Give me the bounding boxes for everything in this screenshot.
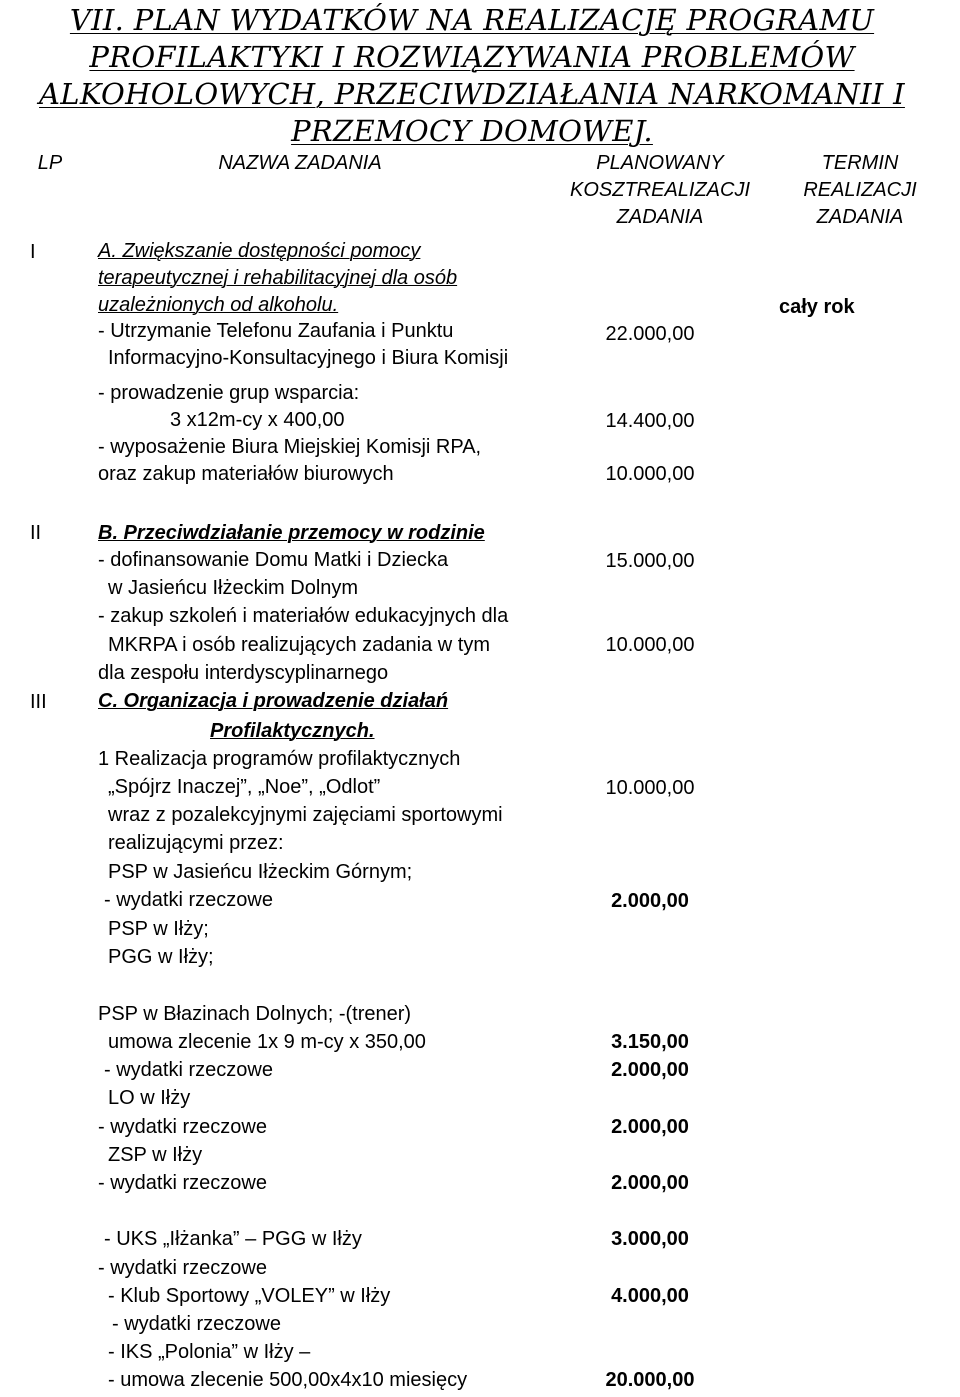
header-lp: LP (37, 152, 63, 174)
header-planned-cost (560, 150, 760, 231)
section-a-amount: 14.400,00 (605, 410, 695, 432)
section-a-item: - Utrzymanie Telefonu Zaufania i Punktu (98, 320, 454, 342)
section-a-item: oraz zakup materiałów biurowych (98, 463, 394, 485)
section-c-item: umowa zlecenie 1x 9 m-cy x 350,00 (108, 1031, 426, 1053)
header-term (780, 150, 940, 231)
section-a-amount: 10.000,00 (605, 463, 695, 485)
title-line-2: PROFILAKTYKI I ROZWIĄZYWANIA PROBLEMÓW (89, 40, 855, 74)
title-line-4: PRZEMOCY DOMOWEJ. (291, 114, 653, 148)
section-c-item: - wydatki rzeczowe (112, 1313, 281, 1335)
section-c-item: - UKS „Iłżanka” – PGG w Iłży (104, 1228, 362, 1250)
section-c-item: - Klub Sportowy „VOLEY” w Iłży (108, 1285, 391, 1307)
section-c-item: - wydatki rzeczowe (98, 1116, 267, 1138)
section-c-amount: 10.000,00 (605, 777, 695, 799)
row-number-1: I (30, 241, 36, 263)
section-c-item: - umowa zlecenie 500,00x4x10 miesięcy (108, 1369, 468, 1391)
section-c-item: PSP w Błazinach Dolnych; -(trener) (98, 1003, 412, 1025)
section-c-item: ZSP w Iłży (108, 1144, 203, 1166)
section-c-item: - wydatki rzeczowe (98, 1257, 267, 1279)
section-a-item: 3 x12m-cy x 400,00 (170, 409, 345, 431)
section-c-item: 1 Realizacja programów profilaktycznych (98, 748, 461, 770)
section-c-amount: 4.000,00 (611, 1285, 689, 1307)
section-b-title: B. Przeciwdziałanie przemocy w rodzinie (98, 522, 485, 544)
section-c-amount: 2.000,00 (611, 890, 689, 912)
section-c-title-line-2: Profilaktycznych. (210, 720, 375, 742)
section-c-amount: 2.000,00 (611, 1059, 689, 1081)
section-b-item: - zakup szkoleń i materiałów edukacyjnych dla (98, 605, 509, 627)
section-a-item: Informacyjno-Konsultacyjnego i Biura Komisji (108, 347, 509, 369)
section-c-item: LO w Iłży (108, 1087, 191, 1109)
row-number-2: II (30, 522, 42, 544)
header-term-line-2: REALIZACJI (803, 179, 917, 201)
header-term-line-1: TERMIN (821, 152, 899, 174)
section-c-item: „Spójrz Inaczej”, „Noe”, „Odlot” (108, 776, 381, 798)
section-b-item: MKRPA i osób realizujących zadania w tym (108, 634, 491, 656)
section-c-item: realizującymi przez: (108, 832, 284, 854)
term-value: cały rok (779, 296, 855, 318)
header-task-name: NAZWA ZADANIA (218, 152, 382, 174)
section-c-amount: 3.150,00 (611, 1031, 689, 1053)
section-b-item: w Jasieńcu Iłżeckim Dolnym (108, 577, 359, 599)
section-c-amount: 20.000,00 (605, 1369, 695, 1391)
section-b-amount: 15.000,00 (605, 550, 695, 572)
section-a-item: - prowadzenie grup wsparcia: (98, 382, 360, 404)
section-c-item: - wydatki rzeczowe (98, 1172, 267, 1194)
section-c-amount: 2.000,00 (611, 1116, 689, 1138)
header-cost-line-1: PLANOWANY (596, 152, 724, 174)
section-a-title-line-1: A. Zwiększanie dostępności pomocy (98, 240, 421, 262)
section-b-item: dla zespołu interdyscyplinarnego (98, 662, 389, 684)
section-a-item: - wyposażenie Biura Miejskiej Komisji RPA, (98, 436, 482, 458)
section-a-amount: 22.000,00 (605, 323, 695, 345)
document-title (22, 2, 922, 150)
section-b-amount: 10.000,00 (605, 634, 695, 656)
section-c-item: PSP w Iłży; (108, 918, 209, 940)
header-cost-line-3: ZADANIA (616, 206, 704, 228)
section-c-item: PSP w Jasieńcu Iłżeckim Górnym; (108, 861, 413, 883)
title-line-1: VII. PLAN WYDATKÓW NA REALIZACJĘ PROGRAMU (69, 3, 875, 37)
section-c-item: - wydatki rzeczowe (104, 1059, 273, 1081)
row-number-3: III (30, 691, 47, 713)
section-c-title-line-1: C. Organizacja i prowadzenie działań (98, 690, 449, 712)
section-c-amount: 3.000,00 (611, 1228, 689, 1250)
section-c-item: PGG w Iłży; (108, 946, 214, 968)
section-c-amount: 2.000,00 (611, 1172, 689, 1194)
section-b-item: - dofinansowanie Domu Matki i Dziecka (98, 549, 449, 571)
section-c-item: - IKS „Polonia” w Iłży – (108, 1341, 311, 1363)
section-a-title-line-2: terapeutycznej i rehabilitacyjnej dla osób (98, 267, 458, 289)
section-c-item: - wydatki rzeczowe (104, 889, 273, 911)
section-a-title-line-3: uzależnionych od alkoholu. (98, 294, 339, 316)
title-line-3: ALKOHOLOWYCH, PRZECIWDZIAŁANIA NARKOMANII I (39, 77, 905, 111)
section-c-item: wraz z pozalekcyjnymi zajęciami sportowymi (108, 804, 503, 826)
header-cost-line-2: KOSZTREALIZACJI (569, 179, 751, 201)
header-term-line-3: ZADANIA (816, 206, 904, 228)
